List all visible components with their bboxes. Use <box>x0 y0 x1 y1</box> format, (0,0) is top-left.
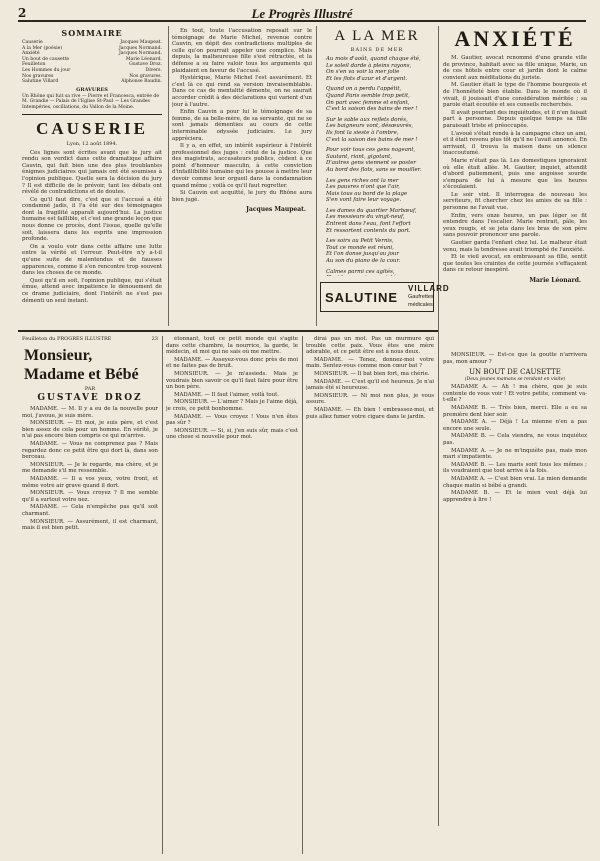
paragraph: MADAME A. — Déjà ! La mienne n'en a pas encore une seule. <box>443 419 587 432</box>
sommaire-list <box>22 40 162 85</box>
left-column <box>22 28 162 330</box>
sommaire-entry: Anxiété <box>22 51 40 57</box>
sommaire-box <box>22 28 162 111</box>
sommaire-author: Gustave Droz. <box>129 62 162 68</box>
a-la-mer-subtitle: BAINS DE MER <box>350 47 404 53</box>
sommaire-entry: Un bout de causette <box>22 56 70 62</box>
paragraph: MADAME. — Il a vos yeux, votre front, et même votre air grave quand il dort. <box>22 475 158 489</box>
poem-line: Au son du piano de la cour. <box>326 258 401 265</box>
paragraph: MADAME B. — Très bien, merci. Elle a eu sa première dent hier soir. <box>443 404 587 418</box>
poem-line: Mais tous au bord de la plage <box>326 190 408 197</box>
paragraph: Hystérique, Marie Michel l'est assurément. Et c'est là ce qui rend sa version invraisemblable. Dans ce cas de mentalité démente, on ne saurait accorder crédit à des déclarations qui varient d'un jour à l'autre. <box>172 75 312 108</box>
sommaire-entry: Nos gravures <box>22 73 54 79</box>
a-la-mer-poem <box>320 56 434 276</box>
paragraph: Si Cauvin est acquitté, le jury du Rhône aura bien jugé. <box>172 190 312 203</box>
poem-line: S'en vont faire leur voyage. <box>326 197 402 204</box>
paragraph: Ces lignes sont écrites avant que le jury ait rendu son verdict dans cette dramatique affaire Cauvin, qui fait bien une des plus troublantes énigmes judiciaires qui jamais ont été soumises à l'opinion publique. Quelle sera la décision du jury ? Il est difficile de le prévoir, tant les débats ont révélé de contradictions et de doutes. <box>22 149 162 196</box>
paragraph: MONSIEUR. — Je m'assieds. Mais je voudrais bien savoir ce qu'il faut faire pour être un bon père. <box>166 370 298 391</box>
anxiete-signature: Marie Léonard. <box>529 277 581 284</box>
feuilleton-title-line2: Madame et Bébé <box>24 366 139 383</box>
poem-line <box>326 275 434 276</box>
sommaire-author: Marie Léonard. <box>125 56 162 62</box>
feuilleton-column-2 <box>166 336 298 854</box>
column-rule <box>302 336 303 854</box>
feuilleton-column-3 <box>306 336 434 854</box>
poem-line: Les gens riches ont la mer <box>326 177 399 184</box>
paragraph: MADAME A. — Je ne m'inquiète pas, mais mon mari s'impatiente. <box>443 447 587 461</box>
poem-line: Tout ce monde est réuni, <box>326 244 394 251</box>
poem-line: Quand Paris semble trop petit, <box>326 92 410 99</box>
divider <box>22 114 162 115</box>
poem-line: On s'en va voir la mer jolie <box>326 69 400 76</box>
poem-line: Pour voir tous ces gens nageant, <box>326 147 416 154</box>
paragraph: MADAME. — Vous croyez ! Vous n'en êtes pas sûr ? <box>166 413 298 427</box>
paragraph: MADAME A. — C'est bien vrai. Le mien demande chaque matin si bébé a grandi. <box>443 475 587 489</box>
paragraph: Ce qu'il faut dire, c'est que si l'accusé a été condamné jadis, il l'a été sur des témoignages dont la fragilité apparaît aujourd'hui. La justice humaine est faillible, et c'est une grande leçon que nous donne ce procès, dont l'issue, quelle qu'elle soit, laissera dans les esprits une impression profonde. <box>22 196 162 243</box>
sommaire-note: Un Rhône qui fuit sa rive — Pierre et Francesca, entrée de M. Grandie — Palais de l'Eglise St-Paul — Les Grandes Intempéries, oscillations, du Vallon de la Moine. <box>22 93 160 110</box>
paragraph: MADAME B. — Et le mien veut déjà lui apprendre à lire ! <box>443 490 587 503</box>
feuilleton-number: 23 <box>151 336 158 342</box>
feuilleton-title-line1: Monsieur, <box>24 347 93 364</box>
causette-column <box>443 352 587 854</box>
causerie-body-continued <box>172 28 312 203</box>
column-rule <box>438 26 439 826</box>
poem-line: Calmes parmi ces agités, <box>326 268 395 275</box>
paragraph: étonnant, tout ce petit monde qui s'agite dans cette chambre, la nourrice, la garde, le médecin, et moi qui ne sais où me mettre. <box>166 336 298 356</box>
poem-line: Les soirs au Petit Vernis, <box>326 238 394 245</box>
column-rule <box>316 26 317 326</box>
feuilleton-body-3 <box>306 336 434 420</box>
page-number: 2 <box>18 6 27 20</box>
poem-line: C'est la saison des bains de mer ! <box>326 106 418 113</box>
paragraph: MADAME. — M. Il y a eu de la nouvelle pour moi, j'avoue, je suis mère. <box>22 406 158 419</box>
sommaire-entry: A la Mer (poésie) <box>22 45 63 51</box>
feuilleton-body-1 <box>22 406 158 532</box>
paragraph: MADAME B. — Cela viendra, ne vous inquiétez pas. <box>443 433 587 446</box>
paragraph: MADAME. — Tenez, donnez-moi votre main. Sentez-vous comme mon cœur bat ? <box>306 356 434 370</box>
poem-line: On part avec femme et enfant, <box>326 99 410 106</box>
causerie-dateline: Lyon, 12 août 1894. <box>66 140 118 147</box>
poem-line: Et les flots d'azur et d'argent. <box>326 75 408 82</box>
paragraph: MADAME. — C'est qu'il est heureux. Je n'ai jamais été si heureuse. <box>306 378 434 392</box>
causerie-continued <box>172 28 312 324</box>
paragraph: MADAME. — Il faut l'aimer, voilà tout. <box>174 391 280 398</box>
paragraph: Marie n'était pas là. Les domestiques ignoraient où elle était allée. M. Gautier, inquiet, attendit d'abord patiemment, puis une angoisse sourde s'empara de lui à mesure que les heures s'écoulaient. <box>443 157 587 191</box>
paragraph: MADAME B. — Les maris sont tous les mêmes ; ils voudraient que tout arrive à la fois. <box>443 461 587 475</box>
paragraph: MADAME. — Asseyez-vous donc près de moi et ne faites pas de bruit. <box>166 356 298 370</box>
poem-line: Entrent dans l'eau, font l'effort <box>326 221 411 228</box>
paragraph: On a voulu voir dans cette affaire une lutte entre la vérité et l'erreur. Peut-être n'y a-t-il qu'une suite de malentendus et de fausses apparences, comme il s'en rencontre trop souvent dans les choses de ce monde. <box>22 243 162 277</box>
a-la-mer-title: A LA MER <box>334 28 420 44</box>
salutine-advertisement <box>320 282 450 312</box>
poem-line: Et ressortent contents du port. <box>326 227 411 234</box>
paragraph: En tout, toute l'accusation reposait sur le témoignage de Marie Michel, revenue contre Cauvin, en dépit des contradictions multiples de celle qu'on pourrait appeler une complice. Mais depuis, la malheureuse fille s'est rétractée, et la défense a su faire valoir tous les arguments qui plaidaient en faveur de l'accusé. <box>172 28 312 74</box>
newspaper-title: Le Progrès Illustré <box>251 6 353 21</box>
sommaire-entry: Salutine Villard <box>22 79 59 85</box>
causette-title: UN BOUT DE CAUSETTE <box>469 368 561 377</box>
poem-line: Quand on a perdu l'appétit, <box>326 86 402 93</box>
paragraph: dirai pas un mot. Pas un murmure qui trouble cette paix. Vous êtes une mère adorable, et ce petit être est à nous deux. <box>306 336 434 356</box>
paragraph: Il y a, en effet, un intérêt supérieur à l'intérêt professionnel des juges : celui de la justice. Que des magistrats, accusateurs publics, cèdent à ce point d'honneur masculin, à cette conviction d'infaillibilité humaine qui les pousse à mettre leur devoir comme leur orgueil dans la condamnation quand même ; voilà ce qu'il faut regretter. <box>172 143 312 189</box>
feuilleton-divider <box>18 330 438 332</box>
sommaire-author: Jacques Maupeat. <box>120 40 162 45</box>
paragraph: MADAME. — Vous ne comprenez pas ? Mais regardez donc ce petit être qui dort là, dans son berceau. <box>22 440 158 461</box>
poem-line: Les messieurs du vingt-neuf, <box>326 214 405 221</box>
paragraph: MONSIEUR. — Ni moi non plus, je vous assure. <box>306 392 434 406</box>
paragraph: Il avait pourtant des inquiétudes, et il n'en faisait part à personne. Depuis quelque temps sa fille paraissait triste et préoccupée. <box>443 109 587 129</box>
poem-line: Ils font la sieste à l'ombre, <box>326 129 399 136</box>
feuilleton-body-2 <box>166 336 298 441</box>
paragraph: Enfin Cauvin a pour lui le témoignage de sa femme, de sa belle-mère, de sa servante, qui ne se sont jamais démenties au cours de cette interminable odyssée judiciaire. Le jury appréciera. <box>172 109 312 142</box>
poem-line: Sur le sable aux reflets dorés, <box>326 116 408 123</box>
sommaire-entry: Feuilleton <box>22 62 46 68</box>
paragraph: MONSIEUR. — Assurément, il est charmant, mais il est bien petit. <box>22 518 158 532</box>
poem-line: Et l'on danse jusqu'au jour <box>326 251 399 258</box>
poem-line: Les baigneurs vont, désœuvrés, <box>326 123 414 130</box>
paragraph: MADAME. — Eh bien ! embrassez-moi, et puis allez fumer votre cigare dans le jardin. <box>306 406 434 420</box>
ad-name: VILLARD <box>408 284 450 293</box>
causerie-body <box>22 150 162 305</box>
anxiete-body <box>443 55 587 274</box>
causette-intro-text: MONSIEUR. — Est-ce que la goutte n'arrivera pas, mon amour ? <box>443 352 587 365</box>
paragraph: Et le vieil avocat, en embrassant sa fille, sentit que toutes les craintes de cette journée s'effaçaient dans ce retour inespéré. <box>443 254 587 274</box>
feuilleton-author: GUSTAVE DROZ <box>37 393 143 403</box>
sommaire-title: SOMMAIRE <box>61 28 123 38</box>
paragraph: MADAME. — Cela n'empêche pas qu'il soit charmant. <box>22 504 158 517</box>
paragraph: Enfin, vers onze heures, un pas léger se fit entendre dans l'escalier. Marie rentrait, pâle, les yeux rougis, et se jeta dans les bras de son père sans pouvoir prononcer une parole. <box>443 212 587 239</box>
feuilleton-label: Feuilleton du PROGRÈS ILLUSTRÉ <box>22 336 112 342</box>
sommaire-entry: Causerie <box>22 40 43 45</box>
poem-line: Les pauvres n'ont que l'air, <box>326 184 400 191</box>
ad-brand: SALUTINE <box>325 289 398 305</box>
feuilleton-header <box>22 336 158 342</box>
sommaire-row <box>22 79 162 85</box>
ad-tagline: Gaufrettes médicales <box>408 294 434 308</box>
paragraph: MADAME A. — Ah ! ma chère, que je suis contente de vous voir ! Et votre petite, comment va-t-elle ? <box>443 384 587 404</box>
sommaire-author: Alphonse Baudin. <box>121 79 162 85</box>
paragraph: MONSIEUR. — L'aimer ? Mais je l'aime déjà, je crois, ce petit bonhomme. <box>166 399 298 412</box>
poem-line: Sautant, riant, gigotant, <box>326 153 393 160</box>
a-la-mer-column <box>320 28 434 276</box>
anxiete-title: ANXIÉTÉ <box>454 26 576 51</box>
poem-line: Au bord des flots, sans se mouiller. <box>326 166 422 173</box>
paragraph: MONSIEUR. — Il bat bien fort, ma chérie. <box>314 370 430 377</box>
feuilleton-column-1 <box>22 336 158 854</box>
sommaire-author: Nos gravures. <box>129 73 162 79</box>
anxiete-column <box>443 26 587 348</box>
sommaire-author: Divers. <box>145 67 162 73</box>
paragraph: MONSIEUR. — Si, si, j'en suis sûr, mais c'est une chose si nouvelle pour moi. <box>166 427 298 441</box>
column-rule <box>168 26 169 326</box>
paragraph: MONSIEUR. — Et moi, je suis père, et c'est bien assez de cela pour un homme. En vérité, je n'ai pas encore bien compris ce qui m'arrive. <box>22 420 158 440</box>
poem-line: D'autres gens viennent se poster <box>326 160 417 167</box>
column-rule <box>162 336 163 854</box>
causette-body <box>443 384 587 503</box>
poem-line: C'est la saison des bains de mer ! <box>326 136 418 143</box>
paragraph: MONSIEUR. — Je le regarde, ma chère, et je me demande s'il me ressemble. <box>22 461 158 475</box>
paragraph: Gautier garda l'enfant chez lui. Le malheur était venu, mais la tendresse avait triomphé de l'anxiété. <box>443 240 587 253</box>
poem-line: Les dames du quartier Marbœuf, <box>326 207 417 214</box>
paragraph: Quoi qu'il en soit, l'opinion publique, qui s'était émue, attend avec impatience le dénouement de ce drame judiciaire, dont l'intérêt ne s'est pas démenti un seul instant. <box>22 277 162 304</box>
paragraph: Le soir vint. Il interrogea de nouveau les serviteurs, fit chercher chez les amies de sa fille : personne ne l'avait vue. <box>443 191 587 212</box>
poem-line: Le soleil darde à pleins rayons, <box>326 62 412 69</box>
sommaire-entry: Les Hommes du jour <box>22 67 71 73</box>
sommaire-subtitle: GRAVURES <box>76 86 108 93</box>
causette-note: (Deux jeunes mamans se rendant en visite) <box>464 377 566 383</box>
feuilleton-by: PAR <box>84 386 96 392</box>
causerie-signature: Jacques Maupeat. <box>246 206 306 214</box>
sommaire-author: Jacques Normand. <box>118 45 162 51</box>
paragraph: L'avoué s'était rendu à la campagne chez un ami, et il était revenu plus tôt qu'il ne l'avait annoncé. En arrivant, il trouva la maison dans un silence inaccoutumé. <box>443 130 587 157</box>
causette-intro <box>443 352 587 365</box>
causerie-title: CAUSERIE <box>36 118 148 138</box>
paragraph: M. Gautier était le type de l'homme bourgeois et de l'honnêteté bien établie. Dans le monde où il vivait, il jouissait d'une considération méritée ; sa parole était écoutée et ses conseils recherchés. <box>443 82 587 109</box>
masthead <box>18 6 586 22</box>
paragraph: M. Gautier, avocat renommé d'une grande ville de province, habitait avec sa fille unique, Marie, un de ces hôtels entre cour et jardin dont le calme convient aux méditations du juriste. <box>443 55 587 81</box>
poem-line: Au mois d'août, quand chaque été, <box>326 56 421 62</box>
paragraph: MONSIEUR. — Vous croyez ? Il me semble qu'il a surtout votre nez. <box>22 490 158 503</box>
sommaire-author: Jacques Normand. <box>118 51 162 57</box>
